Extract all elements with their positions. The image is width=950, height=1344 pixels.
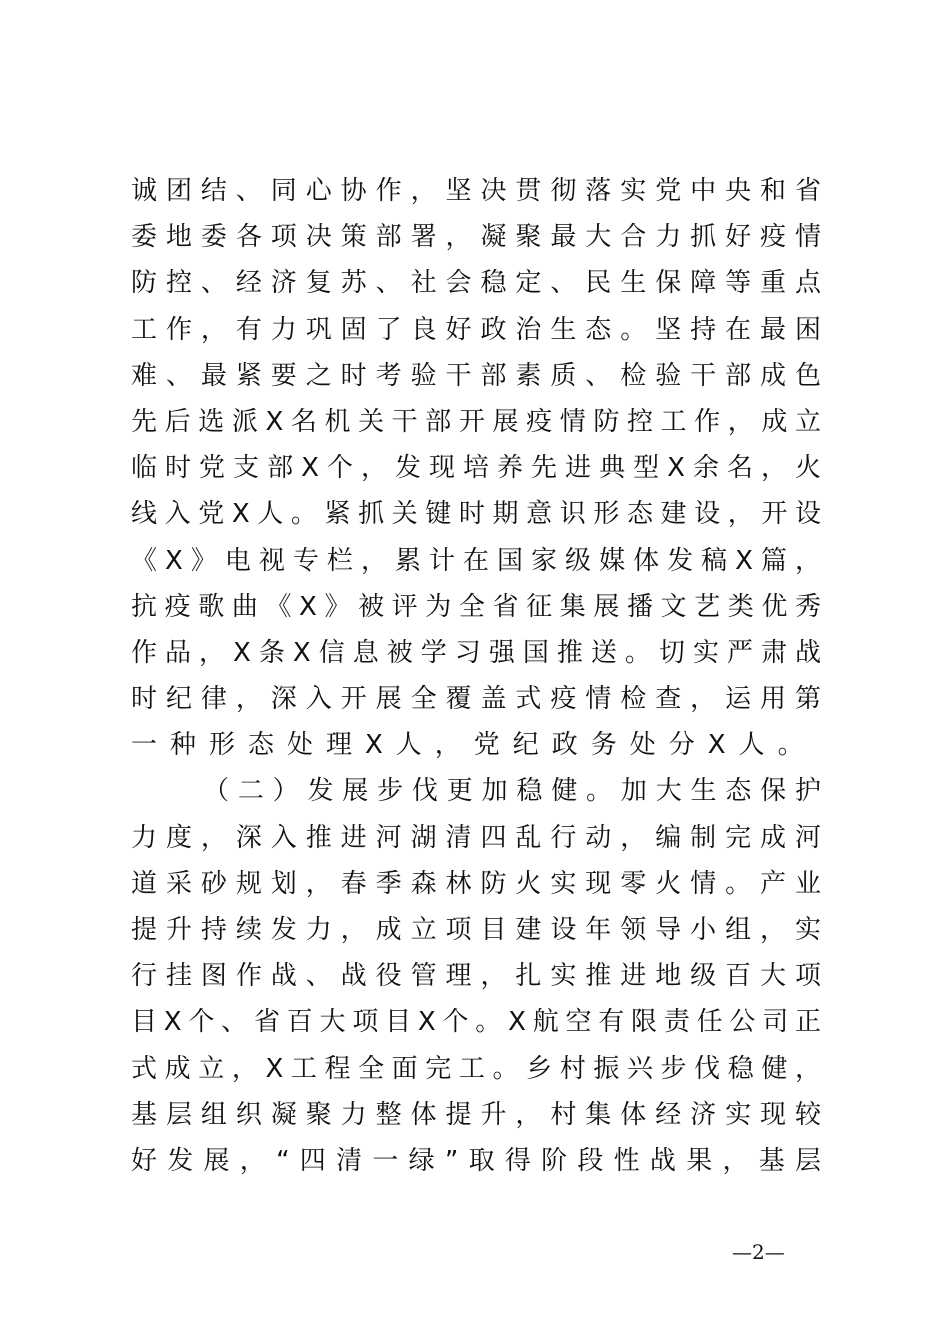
text-line-21: 基层组织凝聚力整体提升，村集体经济实现较: [131, 1099, 821, 1130]
text-line-17: 提升持续发力，成立项目建设年领导小组，实: [131, 915, 821, 945]
text-line-11: 作品，X条X信息被学习强国推送。切实严肃战: [131, 637, 821, 668]
text-line-9: 《X》电视专栏，累计在国家级媒体发稿X篇，: [131, 545, 821, 576]
section-heading-line: （二）发展步伐更加稳健。加大生态保护: [203, 776, 821, 807]
text-line-1: 诚团结、同心协作，坚决贯彻落实党中央和省: [131, 176, 821, 206]
body-text: [131, 168, 821, 1184]
text-line-22: 好发展，“四清一绿”取得阶段性战果，基层: [131, 1145, 821, 1176]
text-line-13: 一种形态处理X人，党纪政务处分X人。: [131, 730, 817, 761]
text-line-2: 委地委各项决策部署，凝聚最大合力抓好疫情: [131, 222, 821, 253]
text-line-19: 目X个、省百大项目X个。X航空有限责任公司正: [131, 1007, 821, 1038]
text-line-5: 难、最紧要之时考验干部素质、检验干部成色: [131, 360, 821, 391]
text-line-8: 线入党X人。紧抓关键时期意识形态建设，开设: [131, 499, 821, 530]
text-line-3: 防控、经济复苏、社会稳定、民生保障等重点: [131, 268, 821, 299]
text-line-4: 工作，有力巩固了良好政治生态。坚持在最困: [131, 314, 821, 345]
text-line-20: 式成立，X工程全面完工。乡村振兴步伐稳健，: [131, 1053, 821, 1084]
text-line-15: 力度，深入推进河湖清四乱行动，编制完成河: [131, 822, 821, 853]
text-line-12: 时纪律，深入开展全覆盖式疫情检查，运用第: [131, 684, 821, 715]
text-line-10: 抗疫歌曲《X》被评为全省征集展播文艺类优秀: [131, 591, 821, 622]
text-line-18: 行挂图作战、战役管理，扎实推进地级百大项: [131, 961, 821, 992]
text-line-7: 临时党支部X个，发现培养先进典型X余名，火: [131, 453, 821, 484]
page-number: —2—: [732, 1240, 785, 1264]
text-line-6: 先后选派X名机关干部开展疫情防控工作，成立: [131, 406, 821, 437]
text-line-16: 道采砂规划，春季森林防火实现零火情。产业: [131, 868, 821, 899]
